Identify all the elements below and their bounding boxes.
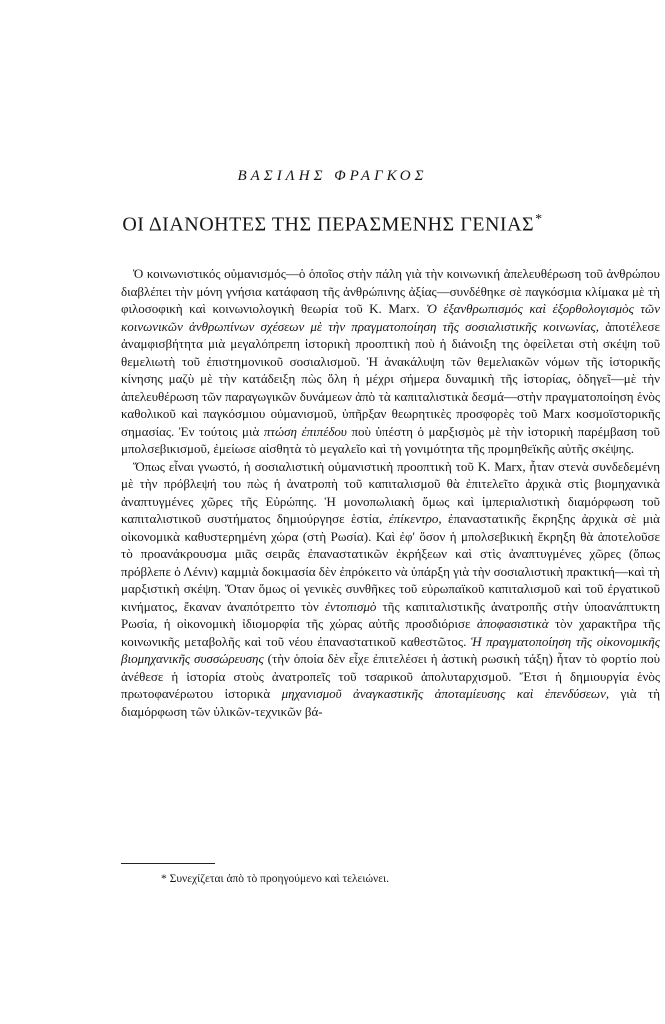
emphasis-text: πτώση ἐπιπέδου xyxy=(263,423,347,439)
emphasis-text: Ὁ ἐξανθρωπισμός καὶ ἐξορθολογισμὸς τῶν κοινωνικῶν ἀνθρωπίνων σχέσεων μὲ τὴν πραγματοποίηση τῆς σοσιαλιστικῆς κοινωνίας, xyxy=(121,301,660,334)
title-text: ΟΙ ΔΙΑΝΟΗΤΕΣ ΤΗΣ ΠΕΡΑΣΜΕΝΗΣ ΓΕΝΙΑΣ xyxy=(122,213,535,236)
footnote-marker: * xyxy=(535,212,543,227)
emphasis-text: ἐντοπισμὸ xyxy=(324,598,377,614)
emphasis-text: ἀποφασιστικὰ xyxy=(476,616,549,631)
article-body xyxy=(121,265,660,720)
text-run: Ὅπως εἶναι γνωστό, ἡ σοσιαλιστικὴ οὐμανιστικὴ προοπτικὴ τοῦ Κ. Marx, ἦταν στενὰ συνδεδεμένη μὲ τὴν πρόβλεψή του πὼς ἡ ἀνατροπὴ τοῦ καπιταλισμοῦ θὰ ἐπιτελεῖτο ἀρχικὰ στὶς βιομηχανικὰ ἀναπτυγμένες χῶρες τῆς Εὐρώπης. Ἡ μονοπωλιακὴ ὅμως καὶ ἰμπεριαλιστικὴ διαμόρφωση τοῦ καπιταλιστικοῦ συστήματος δημιούργησε ἑστία, xyxy=(121,458,660,526)
footnote: * Συνεχίζεται ἀπὸ τὸ προηγούμενο καὶ τελειώνει. xyxy=(161,873,390,885)
text-run: γιὰ τὴ διαμόρφωση τῶν ὑλικῶν-τεχνικῶν βά- xyxy=(121,686,660,719)
text-run: Ὁ κοινωνιστικός οὐμανισμός—ὁ ὁποῖος στὴν πάλη γιὰ τὴν κοινωνική ἀπελευθέρωση τοῦ ἀνθρώπου διαβλέπει τὴν μόνη γνήσια κατάφαση τῆς ἀνθρώπινης ἀξίας—συνδέθηκε σὲ παγκόσμια κλίμακα μὲ τὴ φιλοσοφικὴ καὶ κοινωνιολογικὴ θεωρία τοῦ Κ. Marx. xyxy=(121,266,660,316)
paragraph xyxy=(121,458,660,721)
article-title xyxy=(0,212,665,237)
emphasis-text: μηχανισμοῦ ἀναγκαστικῆς ἀποταμίευσης καὶ ἐπενδύσεων, xyxy=(281,686,610,701)
text-run: ἐπαναστατικῆς ἔκρηξης ἀρχικὰ σὲ μιὰ οἰκονομικὰ καθυστερημένη χώρα (στὴ Ρωσία). Καὶ ἐφ' ὅσον ἡ μπολσεβικικὴ ἔκρηξη θὰ ἀποτελοῦσε τὸ προανάκρουσμα μιᾶς σειρᾶς ἐπαναστατικῶν ἐκρήξεων καὶ στὶς ἀναπτυγμένες χῶρες (ὅπως πρόβλεπε ὁ Λένιν) καμμιὰ δοκιμασία δὲν ἐπρόκειτο νὰ ὑπάρξη γιὰ τὴν σοσιαλιστικὴ πρακτική—καὶ τὴ μαρξιστικὴ σκέψη. Ὅταν ὅμως οἱ γενικὲς συνθῆκες τοῦ εὐρωπαϊκοῦ καπιταλισμοῦ καὶ τοῦ ἐργατικοῦ κινήματος, ἔκαναν ἀναπότρεπτο τὸν xyxy=(121,511,660,614)
emphasis-text: Ἡ πραγματοποίηση τῆς οἰκονομικῆς βιομηχανικῆς συσσώρευσης xyxy=(121,633,660,666)
text-run: (τὴν ὁποία δὲν εἶχε ἐπιτελέσει ἡ ἀστικὴ ρωσικὴ τάξη) ἦταν τὸ φορτίο ποὺ ἀνέθεσε ἡ ἱστορία στοὺς ἀνατροπεῖς τοῦ τσαρικοῦ ἀπολυταρχισμοῦ. Ἔτσι ἡ δημιουργία ἑνὸς πρωτοφανέρωτου ἱστορικὰ xyxy=(121,651,660,701)
text-run: τῆς καπιταλιστικῆς ἀνατροπῆς στὴν ὑποανάπτυκτη Ρωσία, ἡ οἰκονομικὴ ἰδιομορφία τῆς χώρας αὐτῆς προσδιόρισε xyxy=(121,598,661,631)
text-run: ἀποτέλεσε ἀναμφισβήτητα μιὰ μεγαλόπρεπη ἱστορικὴ προοπτικὴ ποὺ ἡ διάνοιξη της ὀφείλεται στὴ σκέψη τοῦ θεμελιωτὴ τοῦ ἐπιστημονικοῦ σοσιαλισμοῦ. Ἡ ἀνακάλυψη τῶν θεμελιακῶν νόμων τῆς ἱστορικῆς κίνησης μαζὺ μὲ τὴν κατάδειξη πὼς ὅλη ἡ μέχρι σήμερα δυναμικὴ τῆς ἱστορίας, ὁδηγεῖ—μὲ τὴν ἀπελευθέρωση τῶν παραγωγικῶν δυνάμεων ἀπὸ τὰ καπιταλιστικὰ δεσμά—στὴν πραγματοποίηση ἑνὸς καθολικοῦ καὶ παγκόσμιου οὐμανισμοῦ, ὑπῆρξαν θεωρητικὲς προσφορὲς τοῦ Marx κοσμοϊστορικῆς σημασίας. Ἐν τούτοις μιὰ xyxy=(121,318,660,439)
paragraph xyxy=(121,265,660,458)
text-run: τὸν χαρακτῆρα τῆς κοινωνικῆς μεταβολῆς καὶ τοῦ νέου ἐπαναστατικοῦ καθεστῶτος. xyxy=(121,616,660,649)
emphasis-text: ἐπίκεντρο, xyxy=(388,511,442,526)
footnote-divider xyxy=(121,863,215,864)
text-run: ποὺ ὑπέστη ὁ μαρξισμὸς μὲ τὴν ἱστορικὴ παρέμβαση τοῦ μπολσεβικισμοῦ, ἐμείωσε αἰσθητὰ τὸ μεγαλεῖο καὶ τὴ γονιμότητα τῆς προμηθεϊκῆς αὐτῆς σκέψης. xyxy=(121,423,660,456)
author-name: ΒΑΣΙΛΗΣ ΦΡΑΓΚΟΣ xyxy=(237,168,428,184)
